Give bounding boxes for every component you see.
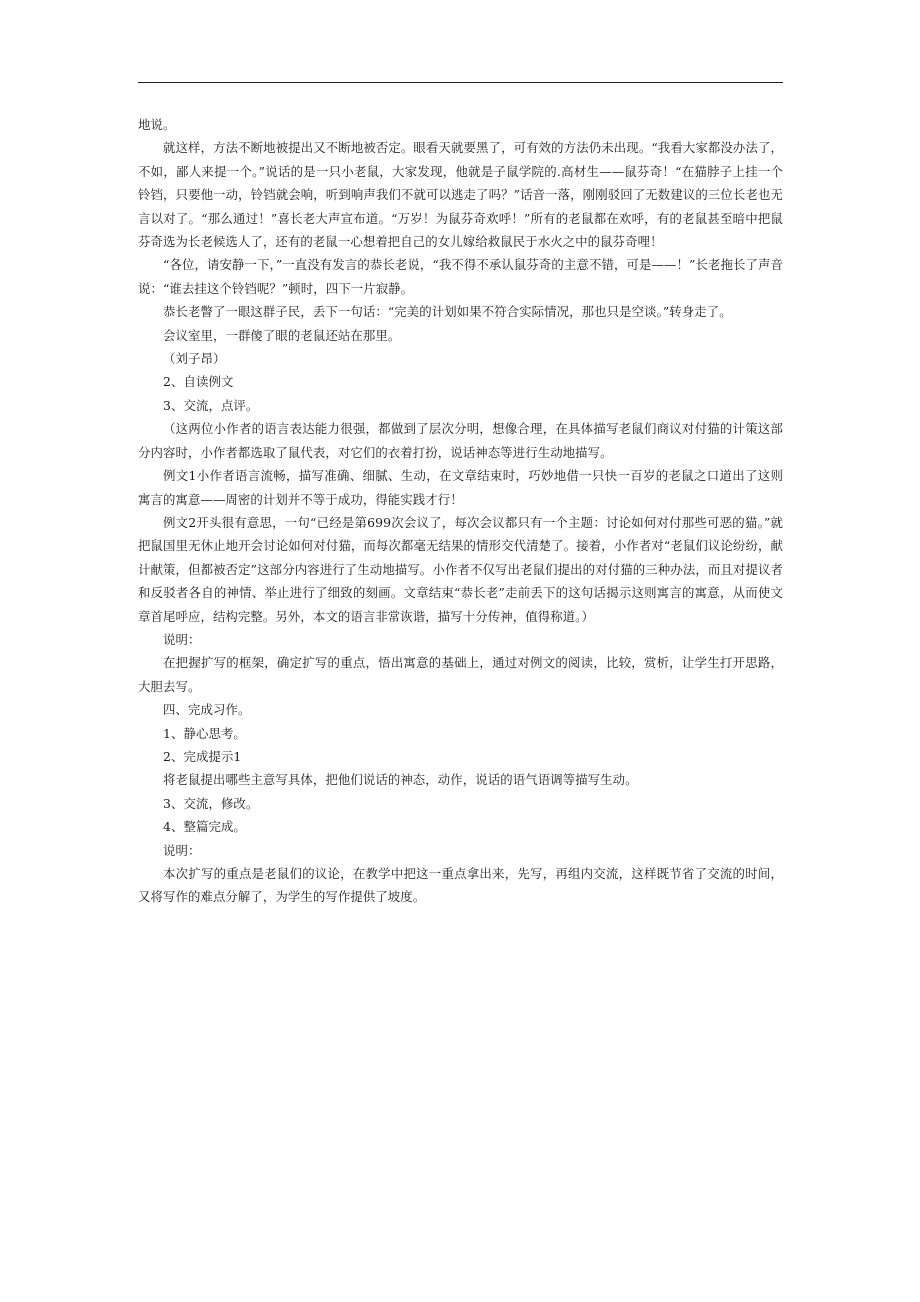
paragraph: 恭长老瞥了一眼这群子民，丢下一句话：“完美的计划如果不符合实际情况，那也只是空谈。”转身走了。 [163,304,732,320]
paragraph: 在把握扩写的框架，确定扩写的重点，悟出寓意的基础上，通过对例文的阅读，比较，赏析，让学生打开思路，大胆去写。 [138,655,783,694]
paragraph: 1、静心思考。 [163,725,246,741]
paragraph: 就这样，方法不断地被提出又不断地被否定。眼看天就要黑了，可有效的方法仍未出现。“我看大家都没办法了，不如，鄙人来提一个。”说话的是一只小老鼠，大家发现，他就是子鼠学院的.高材生——鼠芬奇！“在猫脖子上挂一个铃铛，只要他一动，铃铛就会响，听到响声我们不就可以逃走了吗？”话音一落，刚刚驳回了无数建议的三位长老也无言以对了。“那么通过！”喜长老大声宣布道。“万岁！为鼠芬奇欢呼！”所有的老鼠都在欢呼，有的老鼠甚至暗中把鼠芬奇选为长老候选人了，还有的老鼠一心想着把自己的女儿嫁给救鼠民于水火之中的鼠芬奇哩！ [138,140,783,250]
document-body [138,113,783,909]
paragraph: 例文1小作者语言流畅，描写准确、细腻、生动，在文章结束时，巧妙地借一只快一百岁的老鼠之口道出了这则寓言的寓意——周密的计划并不等于成功，得能实践才行！ [138,468,783,507]
paragraph: 会议室里，一群傻了眼的老鼠还站在那里。 [163,327,401,343]
paragraph: 例文2开头很有意思，一句“已经是第699次会议了，每次会议都只有一个主题：讨论如何对付那些可恶的猫。”就把鼠国里无休止地开会讨论如何对付猫，而每次都毫无结果的情形交代清楚了。接着，小作者对“老鼠们议论纷纷，献计献策，但都被否定”这部分内容进行了生动地描写。小作者不仅写出老鼠们提出的对付猫的三种办法，而且对提议者和反驳者各自的神情、举止进行了细致的刻画。文章结束“恭长老”走前丢下的这句话揭示这则寓言的寓意，从而使文章首尾呼应，结构完整。另外，本文的语言非常诙谐，描写十分传神，值得称道。） [138,514,783,624]
header-rule [138,82,783,83]
paragraph: 四、完成习作。 [163,702,251,718]
paragraph: （这两位小作者的语言表达能力很强，都做到了层次分明，想像合理，在具体描写老鼠们商议对付猫的计策这部分内容时，小作者都选取了鼠代表，对它们的衣着打扮，说话神态等进行生动地描写。 [138,421,783,460]
paragraph: 2、完成提示1 [163,748,242,764]
paragraph: 将老鼠提出哪些主意写具体，把他们说话的神态，动作，说话的语气语调等描写生动。 [163,772,638,788]
paragraph: 4、整篇完成。 [163,819,246,835]
paragraph: 2、自读例文 [163,374,234,390]
paragraph: 说明： [163,631,201,647]
paragraph: 本次扩写的重点是老鼠们的议论，在教学中把这一重点拿出来，先写，再组内交流，这样既节省了交流的时间，又将写作的难点分解了，为学生的写作提供了坡度。 [138,866,783,905]
paragraph: 3、交流，点评。 [163,397,259,413]
paragraph: 地说。 [138,117,176,132]
paragraph: （刘子昂） [163,351,226,367]
paragraph: “各位，请安静一下，”一直没有发言的恭长老说，“我不得不承认鼠芬奇的主意不错，可是——！”长老拖长了声音说：“谁去挂这个铃铛呢？”顿时，四下一片寂静。 [138,257,783,296]
paragraph: 说明： [163,842,201,858]
paragraph: 3、交流，修改。 [163,795,259,811]
